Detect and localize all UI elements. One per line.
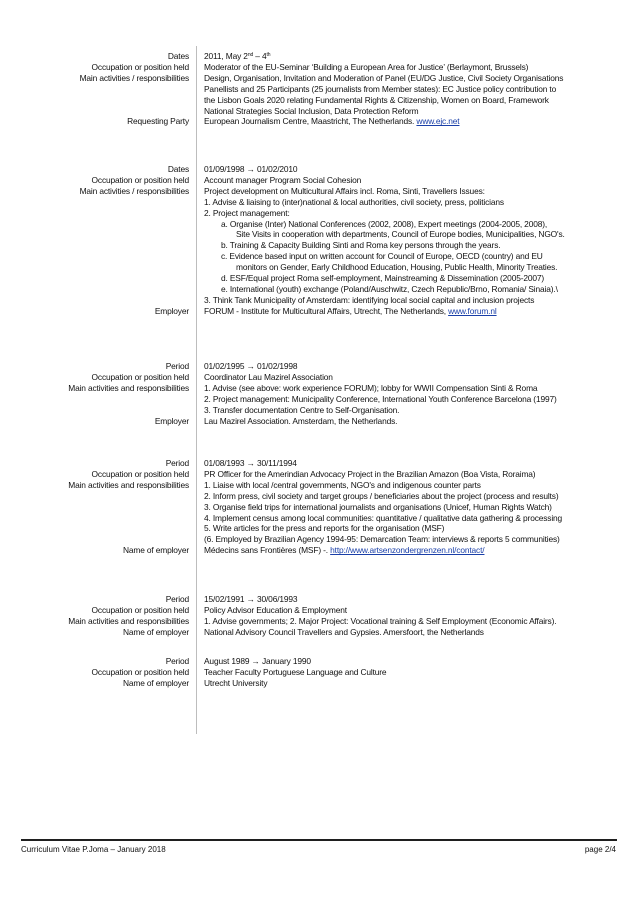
- dates-label: Dates: [167, 164, 189, 174]
- occupation-value: Coordinator Lau Mazirel Association: [204, 371, 333, 382]
- main-activities-line: National Strategies Social Inclusion, Data Protection Reform: [204, 105, 419, 116]
- main-activities-label: Main activities and responsibilities: [68, 615, 189, 626]
- period-label: Period: [165, 361, 189, 371]
- list-item: 1. Advise (see above: work experience FORUM); lobby for WWII Compensation Sinti & Roma: [204, 382, 538, 393]
- sub-list-item: d. ESF/Equal project Roma self-employment, Mainstreaming & Dissemination (2005-2007): [221, 273, 545, 284]
- employer-label: Name of employer: [122, 677, 189, 688]
- occupation-label: Occupation or position held: [91, 468, 189, 479]
- dates-value: 01/09/1998 → 01/02/2010: [204, 164, 298, 174]
- main-activities-label: Main activities and responsibilities: [68, 479, 189, 490]
- occupation-label: Occupation or position held: [91, 61, 189, 72]
- period-label: Period: [165, 594, 189, 604]
- msf-link[interactable]: http://www.artsenzondergrenzen.nl/contact/: [330, 545, 485, 556]
- sub-list-item: Site Visits in cooperation with departments, Council of Europe bodies, Municipalities, NGO's.: [236, 229, 565, 240]
- employer-value: FORUM - Institute for Multicultural Affairs, Utrecht, The Netherlands, www.forum.nl: [204, 305, 497, 316]
- main-activities-line: Design, Organisation, Invitation and Moderation of Panel (EU/DG Justice, Civil Society Organisations: [204, 72, 564, 83]
- experience-block-advisory-council: [0, 594, 638, 638]
- occupation-value: Policy Advisor Education & Employment: [204, 604, 347, 615]
- employer-value: Médecins sans Frontières (MSF) -. http://www.artsenzondergrenzen.nl/contact/: [204, 545, 485, 556]
- employer-label: Employer: [154, 415, 189, 426]
- experience-block-utrecht: [0, 656, 638, 689]
- experience-block-msf: [0, 458, 638, 556]
- main-activities-label: Main activities / responsibilities: [79, 185, 189, 196]
- occupation-label: Occupation or position held: [91, 371, 189, 382]
- list-item: (6. Employed by Brazilian Agency 1994-95: Demarcation Team: interviews & reports 5 communities): [204, 534, 560, 545]
- experience-block-forum: [0, 164, 638, 317]
- experience-block-2011: [0, 51, 638, 127]
- main-activities-label: Main activities / responsibilities: [79, 72, 189, 83]
- list-item: 3. Transfer documentation Centre to Self-Organisation.: [204, 404, 400, 415]
- main-activities-line: the Lisbon Goals 2020 relating Fundamental Rights & Citizenship, Women on Board, Framework: [204, 94, 549, 105]
- main-activities-value: 1. Advise governments; 2. Major Project: Vocational training & Self Employment (Economic Affairs).: [204, 615, 557, 626]
- period-value: 15/02/1991 → 30/06/1993: [204, 594, 298, 604]
- occupation-value: PR Officer for the Amerindian Advocacy Project in the Brazilian Amazon (Boa Vista, Roraima): [204, 468, 536, 479]
- period-label: Period: [165, 656, 189, 666]
- list-item: 3. Think Tank Municipality of Amsterdam: identifying local social capital and inclusion projects: [204, 294, 535, 305]
- occupation-label: Occupation or position held: [91, 174, 189, 185]
- sub-list-item: a. Organise (Inter) National Conferences (2002, 2008), Expert meetings (2004-2005, 2008),: [221, 218, 548, 229]
- main-activities-label: Main activities and responsibilities: [68, 382, 189, 393]
- page-number: page 2/4: [584, 845, 616, 854]
- employer-value: National Advisory Council Travellers and Gypsies. Amersfoort, the Netherlands: [204, 626, 484, 637]
- footer-rule: [21, 839, 617, 841]
- list-item: 5. Write articles for the press and reports for the organisation (MSF): [204, 523, 445, 534]
- employer-label: Name of employer: [122, 545, 189, 556]
- list-item: 2. Inform press, civil society and target groups / beneficiaries about the project (process and results): [204, 490, 559, 501]
- occupation-label: Occupation or position held: [91, 604, 189, 615]
- occupation-value: Moderator of the EU-Seminar ‘Building a European Area for Justice’ (Berlaymont, Brussels): [204, 61, 529, 72]
- occupation-label: Occupation or position held: [91, 666, 189, 677]
- list-item: 4. Implement census among local communities: quantitative / qualitative data gathering & processing: [204, 512, 563, 523]
- requesting-party-value: European Journalism Centre, Maastricht, The Netherlands. www.ejc.net: [204, 116, 460, 127]
- period-value: 01/08/1993 → 30/11/1994: [204, 458, 297, 468]
- list-item: 2. Project management:: [204, 207, 290, 218]
- dates-value: 2011, May 2nd – 4th: [204, 51, 271, 61]
- period-value: August 1989 → January 1990: [204, 656, 311, 666]
- sub-list-item: e. International (youth) exchange (Poland/Auschwitz, Czech Republic/Brno, Romania/ Sinaia).\: [221, 283, 558, 294]
- occupation-value: Account manager Program Social Cohesion: [204, 174, 362, 185]
- list-item: 2. Project management: Municipality Conference, International Youth Conference Barcelona (1997): [204, 393, 557, 404]
- footer-title: Curriculum Vitae P.Joma – January 2018: [21, 845, 166, 854]
- list-item: 1. Advise & liaising to (inter)national & local authorities, civil society, press, politicians: [204, 196, 504, 207]
- list-item: 3. Organise field trips for international journalists and organisations (Unicef, Human Rights Watch): [204, 501, 552, 512]
- main-activities-line: Panellists and 25 Participants (25 journalists from Member states): EC Justice policy contribution to: [204, 83, 557, 94]
- period-label: Period: [165, 458, 189, 468]
- sub-list-item: monitors on Gender, Early Childhood Education, Housing, Public Health, Minority Treaties.: [236, 262, 558, 273]
- employer-label: Employer: [154, 305, 189, 316]
- requesting-party-label: Requesting Party: [127, 116, 189, 127]
- sub-list-item: b. Training & Capacity Building Sinti and Roma key persons through the years.: [221, 240, 501, 251]
- experience-block-lau-mazirel: [0, 361, 638, 426]
- occupation-value: Teacher Faculty Portuguese Language and Culture: [204, 666, 387, 677]
- employer-value: Utrecht University: [204, 677, 268, 688]
- employer-label: Name of employer: [122, 626, 189, 637]
- period-value: 01/02/1995 → 01/02/1998: [204, 361, 298, 371]
- employer-value: Lau Mazirel Association. Amsterdam, the Netherlands.: [204, 415, 398, 426]
- forum-link[interactable]: www.forum.nl: [448, 305, 497, 316]
- dates-label: Dates: [167, 51, 189, 61]
- ejc-link[interactable]: www.ejc.net: [416, 116, 460, 127]
- sub-list-item: c. Evidence based input on written account for Council of Europe, OECD (country) and EU: [221, 251, 543, 262]
- list-item: 1. Liaise with local /central governments, NGO's and indigenous counter parts: [204, 479, 481, 490]
- main-activities-intro: Project development on Multicultural Affairs incl. Roma, Sinti, Travellers Issues:: [204, 185, 485, 196]
